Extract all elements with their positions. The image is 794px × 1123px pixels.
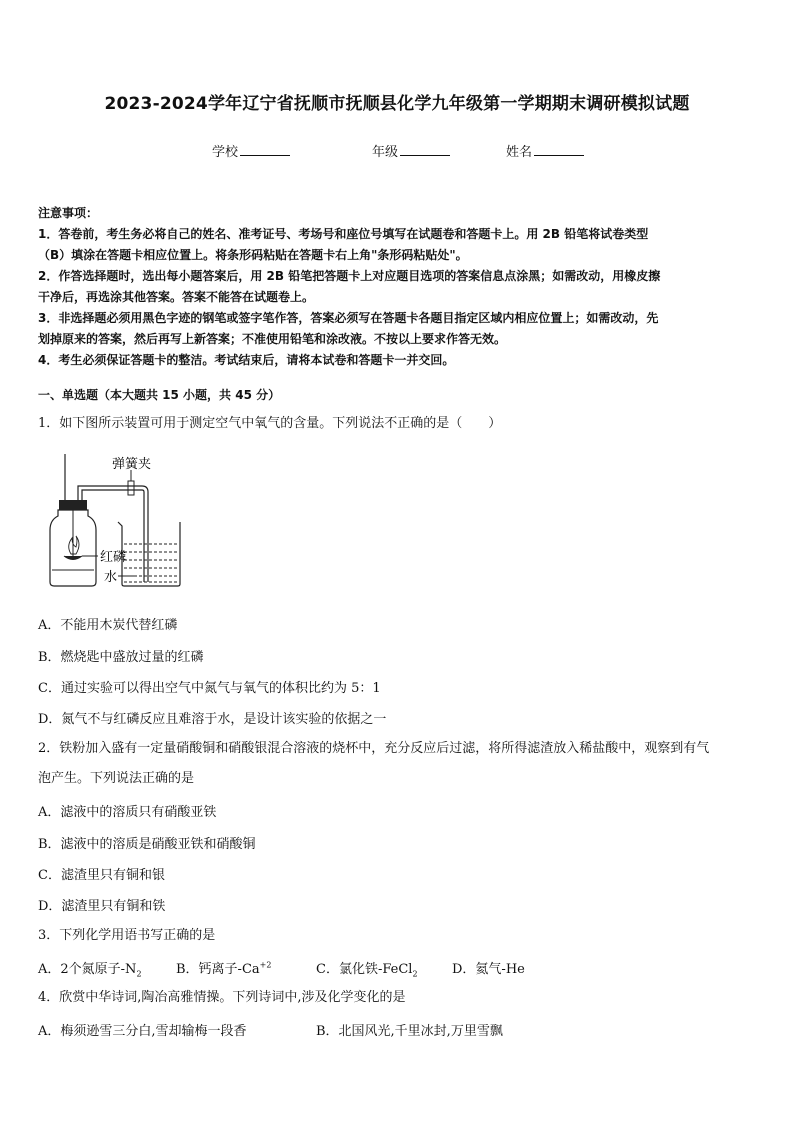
q3-option-b[interactable] <box>176 958 271 977</box>
q1-option-b[interactable]: B．燃烧匙中盛放过量的红磷 <box>38 650 204 665</box>
note-3a: 3．非选择题必须用黑色字迹的钢笔或签字笔作答，答案必须写在答题卡各题目指定区域内相应位置上；如需改动，先 <box>38 311 659 325</box>
name-label: 姓名 <box>506 145 533 160</box>
q3-option-d[interactable]: D．氦气-He <box>452 962 525 977</box>
q3-a-sub: 2 <box>136 969 142 979</box>
q4-option-b[interactable]: B．北国风光,千里冰封,万里雪飘 <box>316 1024 503 1039</box>
q2-option-a[interactable]: A．滤液中的溶质只有硝酸亚铁 <box>38 805 217 820</box>
q3-c-text: C．氯化铁-FeCl <box>316 962 413 977</box>
combustion-spoon <box>64 556 82 560</box>
q3-b-sup: +2 <box>259 960 272 970</box>
phosphorus-label: 红磷 <box>100 550 127 565</box>
water-label: 水 <box>104 570 118 585</box>
q2-option-d[interactable]: D．滤渣里只有铜和铁 <box>38 899 166 914</box>
school-label: 学校 <box>212 145 239 160</box>
name-field <box>506 141 584 160</box>
note-2a: 2．作答选择题时，选出每小题答案后，用 2B 铅笔把答题卡上对应题目选项的答案信息点涂黑；如需改动，用橡皮擦 <box>38 269 661 283</box>
oxygen-apparatus-diagram <box>38 450 208 600</box>
q4-option-a[interactable]: A．梅须逊雪三分白,雪却输梅一段香 <box>38 1024 247 1039</box>
grade-field <box>372 141 450 160</box>
q3-a-text: A．2个氮原子-N <box>38 962 137 977</box>
note-3b: 划掉原来的答案，然后再写上新答案；不准使用铅笔和涂改液。不按以上要求作答无效。 <box>38 332 507 346</box>
note-1a: 1．答卷前，考生务必将自己的姓名、准考证号、考场号和座位号填写在试题卷和答题卡上。用 2B 铅笔将试卷类型 <box>38 227 649 241</box>
q1-option-d[interactable]: D．氮气不与红磷反应且难溶于水，是设计该实验的依据之一 <box>38 712 387 727</box>
q2-stem-line2: 泡产生。下列说法正确的是 <box>38 771 195 786</box>
q3-stem: 3．下列化学用语书写正确的是 <box>38 928 216 943</box>
clamp-label: 弹簧夹 <box>112 457 152 472</box>
grade-label: 年级 <box>372 145 399 160</box>
q2-stem-line1: 2．铁粉加入盛有一定量硝酸铜和硝酸银混合溶液的烧杯中，充分反应后过滤，将所得滤渣放入稀盐酸中，观察到有气 <box>38 741 710 756</box>
delivery-tube <box>78 486 142 500</box>
q3-c-sub: 2 <box>412 969 418 979</box>
stopper <box>59 500 87 510</box>
school-field <box>212 141 290 160</box>
q3-option-c[interactable] <box>316 958 418 979</box>
grade-blank <box>400 143 450 156</box>
school-blank <box>240 143 290 156</box>
note-1b: （B）填涂在答题卡相应位置上。将条形码粘贴在答题卡右上角"条形码粘贴处"。 <box>38 248 468 262</box>
q3-b-text: B．钙离子-Ca <box>176 962 260 977</box>
q4-stem: 4．欣赏中华诗词,陶冶高雅情操。下列诗词中,涉及化学变化的是 <box>38 990 406 1005</box>
section-heading: 一、单选题（本大题共 15 小题，共 45 分） <box>38 388 281 402</box>
note-2b: 干净后，再选涂其他答案。答案不能答在试题卷上。 <box>38 290 315 304</box>
q2-option-c[interactable]: C．滤渣里只有铜和银 <box>38 868 165 883</box>
q1-option-a[interactable]: A．不能用木炭代替红磷 <box>38 618 178 633</box>
spring-clamp <box>128 481 134 495</box>
notes-heading: 注意事项： <box>38 206 99 220</box>
q1-option-c[interactable]: C．通过实验可以得出空气中氮气与氧气的体积比约为 5：1 <box>38 681 381 696</box>
notes-block <box>38 203 758 371</box>
note-4: 4．考生必须保证答题卡的整洁。考试结束后，请将本试卷和答题卡一并交回。 <box>38 353 455 367</box>
name-blank <box>534 143 584 156</box>
flame-icon <box>69 536 79 554</box>
q1-stem: 1．如下图所示装置可用于测定空气中氧气的含量。下列说法不正确的是（ ） <box>38 416 502 431</box>
q2-option-b[interactable]: B．滤液中的溶质是硝酸亚铁和硝酸铜 <box>38 837 256 852</box>
q3-option-a[interactable] <box>38 958 142 979</box>
page-title: 2023-2024学年辽宁省抚顺市抚顺县化学九年级第一学期期末调研模拟试题 <box>104 94 690 114</box>
